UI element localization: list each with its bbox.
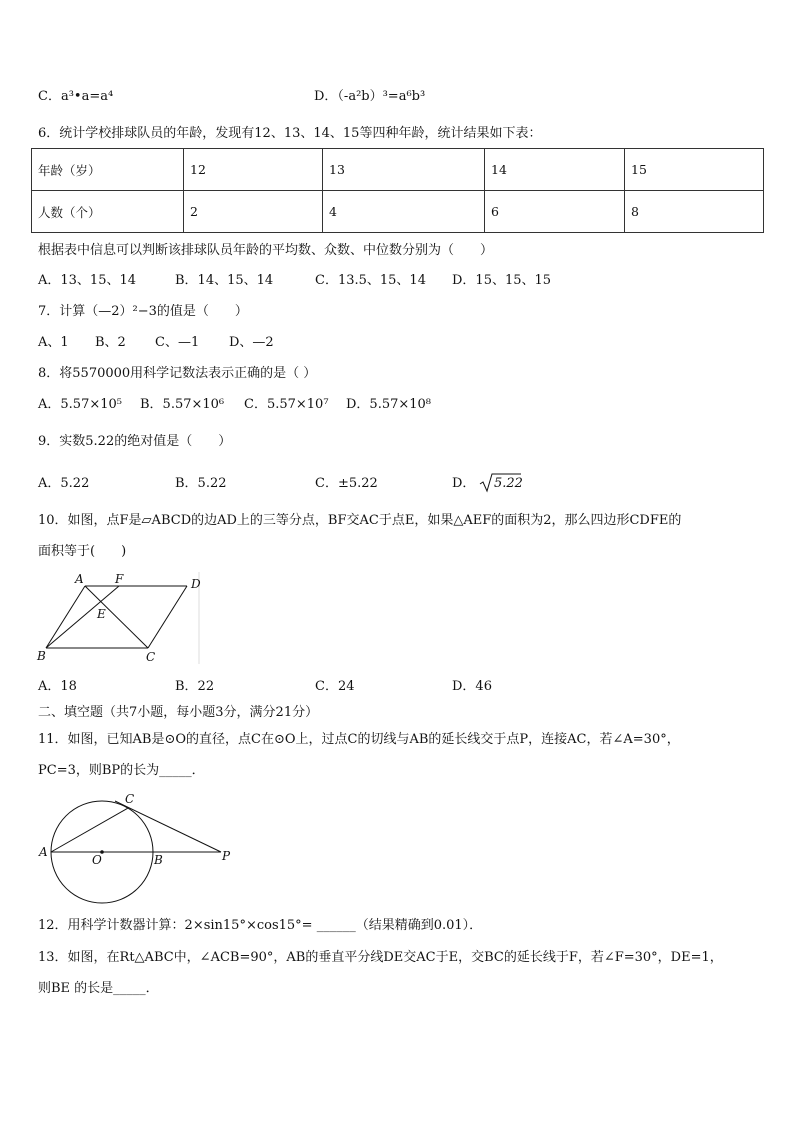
- label-b: B: [37, 649, 46, 663]
- q6-option-c: C．13.5、15、14: [315, 273, 426, 288]
- label-b: B: [154, 853, 163, 867]
- q7-option-a: A、1: [38, 335, 69, 350]
- q10-option-b: B．22: [175, 679, 215, 694]
- table-cell-age: 13: [323, 149, 485, 191]
- q7-option-b: B、2: [95, 335, 126, 350]
- q13-line1: 13．如图，在Rt△ABC中，∠ACB=90°，AB的垂直平分线DE交AC于E，交BC的延长线于F，若∠F=30°，DE=1，: [38, 950, 723, 965]
- label-f: F: [115, 572, 124, 586]
- table-cell-age: 15: [625, 149, 764, 191]
- q6-option-b: B．14、15、14: [175, 273, 274, 288]
- q8-stem: 8．将5570000用科学记数法表示正确的是（ ）: [38, 366, 317, 381]
- q10-option-c: C．24: [315, 679, 355, 694]
- q5-option-d: D．（-a²b）³=a⁶b³: [314, 89, 426, 104]
- q10-line1: 10．如图，点F是▱ABCD的边AD上的三等分点，BF交AC于点E，如果△AEF的面积为2，那么四边形CDFE的: [38, 513, 682, 528]
- table-row-count: [32, 191, 764, 233]
- q9-stem: 9．实数5.22的绝对值是（ ）: [38, 434, 232, 449]
- table-cell-age: 14: [485, 149, 625, 191]
- q9-option-a: A．5.22: [38, 476, 90, 491]
- q12-line: 12．用科学计数器计算：2×sin15°×cos15°= ______（结果精确到0.01）．: [38, 918, 483, 933]
- q10-option-d: D．46: [452, 679, 492, 694]
- section-heading: 二、填空题（共7小题，每小题3分，满分21分）: [38, 705, 319, 720]
- table-cell-count-label: 人数（个）: [32, 191, 184, 233]
- q8-option-b: B．5.57×10⁶: [140, 397, 225, 412]
- q6-question: 根据表中信息可以判断该排球队员年龄的平均数、众数、中位数分别为（ ）: [38, 243, 494, 258]
- table-cell-count: 4: [323, 191, 485, 233]
- q8-option-a: A．5.57×10⁵: [38, 397, 122, 412]
- q10-option-a: A．18: [38, 679, 77, 694]
- q9-option-d: D．: [452, 476, 476, 491]
- circle-tangent-figure: [36, 790, 246, 902]
- label-o: O: [92, 853, 102, 867]
- age-stats-table: [31, 148, 764, 233]
- table-cell-count: 6: [485, 191, 625, 233]
- label-c: C: [146, 650, 156, 664]
- q7-stem: 7．计算（—2）²−3的值是（ ）: [38, 304, 248, 319]
- q13-line2: 则BE 的长是_____．: [38, 981, 159, 996]
- table-cell-age-label: 年龄（岁）: [32, 149, 184, 191]
- label-c: C: [125, 792, 135, 806]
- q8-option-c: C．5.57×10⁷: [244, 397, 329, 412]
- q9-option-b: B．5.22: [175, 476, 227, 491]
- q6-option-a: A．13、15、14: [38, 273, 137, 288]
- label-a: A: [39, 845, 48, 859]
- table-cell-count: 2: [184, 191, 323, 233]
- table-cell-age: 12: [184, 149, 323, 191]
- q11-line2: PC=3，则BP的长为_____．: [38, 763, 205, 778]
- sqrt-value: 5.22: [494, 476, 523, 491]
- label-e: E: [97, 607, 106, 621]
- table-row-age: [32, 149, 764, 191]
- q5-option-c: C．a³•a=a⁴: [38, 89, 114, 104]
- q8-option-d: D．5.57×10⁸: [346, 397, 432, 412]
- label-p: P: [222, 849, 231, 863]
- table-cell-count: 8: [625, 191, 764, 233]
- q6-stem: 6．统计学校排球队员的年龄，发现有12、13、14、15等四种年龄，统计结果如下表：: [38, 126, 542, 141]
- q11-line1: 11．如图，已知AB是⊙O的直径，点C在⊙O上，过点C的切线与AB的延长线交于点P，连接AC，若∠A=30°，: [38, 732, 680, 747]
- sqrt-symbol: [479, 471, 521, 499]
- q9-option-c: C．±5.22: [315, 476, 378, 491]
- parallelogram-figure: [36, 572, 208, 666]
- q7-option-c: C、—1: [155, 335, 200, 350]
- label-d: D: [191, 577, 201, 591]
- label-a: A: [75, 572, 84, 586]
- q6-option-d: D．15、15、15: [452, 273, 552, 288]
- q10-line2: 面积等于( ): [38, 544, 127, 559]
- q7-option-d: D、—2: [229, 335, 274, 350]
